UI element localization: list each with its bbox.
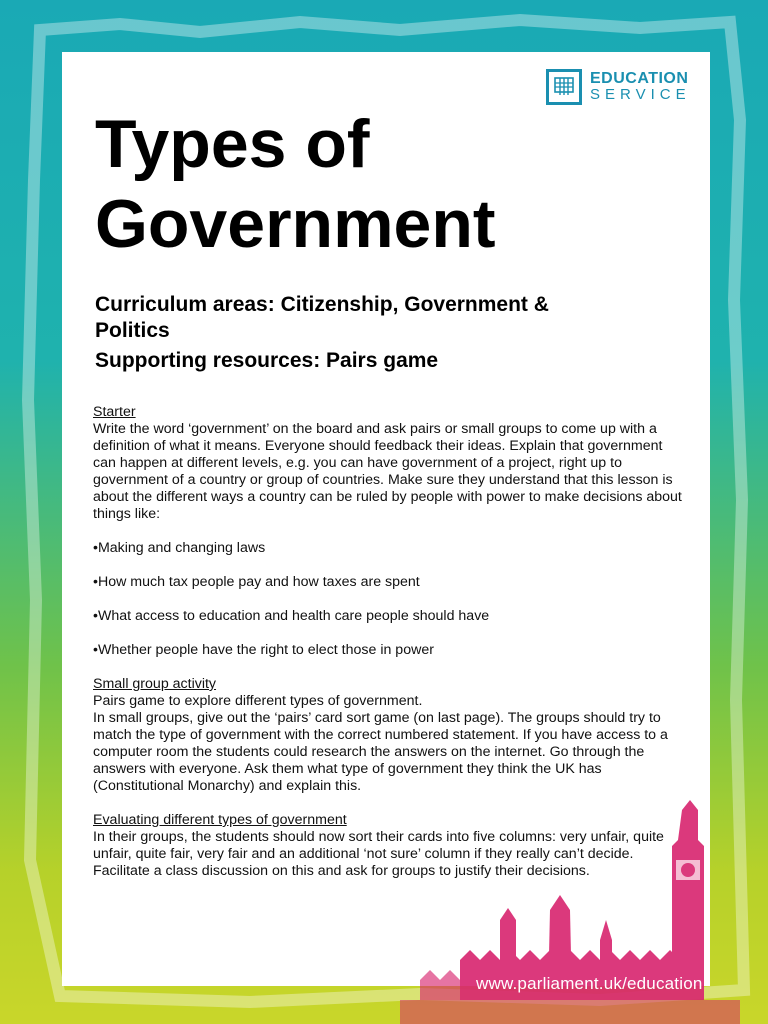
starter-text: Write the word ‘government’ on the board and ask pairs or small groups to come up with a definition of what it means. Everyone should feedback their ideas. Explain that government can happen at different levels, e.g. you can have government of a project, right up to government of a country or group of countries. Make sure they understand that this lesson is about the different ways a country can be ruled by people with power to make decisions about things like: (93, 421, 682, 522)
footer-url: www.parliament.uk/education (476, 974, 703, 993)
starter-bullet-1: •Making and changing laws (93, 540, 266, 556)
logo-wordmark (590, 71, 691, 103)
evaluating-heading: Evaluating different types of government (93, 812, 347, 828)
logo-line-1: EDUCATION (590, 70, 689, 87)
small-group-text: In small groups, give out the ‘pairs’ card sort game (on last page). The groups should try to match the type of government with the correct numbered statement. If you have access to a computer room the students could research the answers on the internet. Go through the answers with everyone. Ask them what type of government they think the UK has (Constitutional Monarchy) and explain this. (93, 710, 668, 794)
small-group-heading: Small group activity (93, 676, 217, 692)
small-group-line-1: Pairs game to explore different types of government. (93, 693, 423, 709)
starter-bullet-2: •How much tax people pay and how taxes are spent (93, 574, 420, 590)
curriculum-areas: Curriculum areas: Citizenship, Government & Politics (95, 293, 549, 342)
evaluating-text: In their groups, the students should now sort their cards into five columns: very unfair, quite unfair, quite fair, very fair and an additional ‘not sure’ column if they really can’t decide. Facilitate a class discussion on this and ask for groups to justify their decisions. (93, 829, 664, 879)
starter-bullet-3: •What access to education and health care people should have (93, 608, 490, 624)
page-title: Types of Government (95, 106, 496, 262)
portcullis-icon (546, 69, 582, 105)
starter-bullet-4: •Whether people have the right to elect those in power (93, 642, 434, 658)
education-service-logo (546, 69, 691, 105)
starter-heading: Starter (93, 404, 136, 420)
supporting-resources: Supporting resources: Pairs game (95, 349, 439, 372)
logo-line-2: SERVICE (590, 86, 691, 103)
